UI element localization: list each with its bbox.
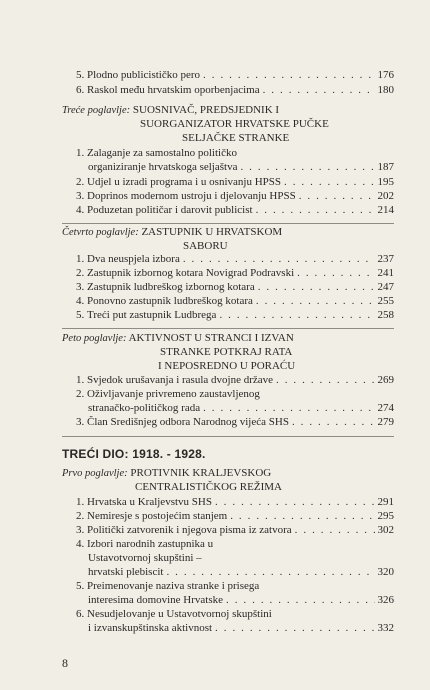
toc-entry: hrvatski plebiscit . . . 320 xyxy=(88,566,394,579)
toc-entry: 1. Svjedok urušavanja i rasula dvojne države . . . 269 xyxy=(76,374,394,387)
toc-entry: i izvanskupštinska aktivnost . . . 332 xyxy=(88,622,394,635)
chapter-title-line: SELJAČKE STRANKE xyxy=(182,132,290,144)
toc-entry: interesima domovine Hrvatske . . . 326 xyxy=(88,594,394,607)
section-divider xyxy=(62,436,394,437)
toc-entry-title: 1. Zalaganje za samostalno političko xyxy=(76,147,237,159)
chapter-title-line: STRANKE POTKRAJ RATA xyxy=(160,346,293,358)
toc-entry: 2. Udjel u izradi programa i u osnivanju HPSS . . . 195 xyxy=(76,176,394,189)
toc-entry: 5. Plodno publicističko pero . . . 176 xyxy=(76,69,394,82)
toc-entry: 3. Član Središnjeg odbora Narodnog vijeća SHS . . . 279 xyxy=(76,416,394,429)
toc-entry: stranačko-političkog rada . . . 274 xyxy=(88,402,394,415)
page-number: 8 xyxy=(62,656,68,670)
toc-entry: 4. Poduzetan političar i darovit publicist . . . 214 xyxy=(76,204,394,217)
chapter-heading: Peto poglavlje: AKTIVNOST U STRANCI I IZVAN xyxy=(62,332,294,344)
toc-entry: 2. Nemiresje s postojećim stanjem . . . 295 xyxy=(76,510,394,523)
toc-entry: 1. Hrvatska u Kraljevstvu SHS . . . 291 xyxy=(76,496,394,509)
toc-entry-title: 2. Oživljavanje privremeno zaustavljenog xyxy=(76,388,260,400)
chapter-title-line: CENTRALISTIČKOG REŽIMA xyxy=(135,481,282,493)
toc-entry: 1. Dva neuspjela izbora . . . 237 xyxy=(76,253,394,266)
chapter-heading: Četvrto poglavlje: ZASTUPNIK U HRVATSKOM xyxy=(62,226,283,238)
section-divider xyxy=(62,328,394,329)
chapter-title-line: SUORGANIZATOR HRVATSKE PUČKE xyxy=(140,118,329,130)
chapter-heading: Prvo poglavlje: PROTIVNIK KRALJEVSKOG xyxy=(62,467,272,479)
toc-entry: 3. Doprinos modernom ustroju i djelovanju HPSS . . . 202 xyxy=(76,190,394,203)
section-divider xyxy=(62,223,394,224)
chapter-heading: Treće poglavlje: SUOSNIVAČ, PREDSJEDNIK I xyxy=(62,104,280,116)
chapter-title-line: I NEPOSREDNO U PORAĆU xyxy=(158,360,296,372)
toc-entry: 2. Zastupnik izbornog kotara Novigrad Podravski . . . 241 xyxy=(76,267,394,280)
toc-entry: 3. Zastupnik ludbreškog izbornog kotara . . . 247 xyxy=(76,281,394,294)
toc-entry: organiziranje hrvatskoga seljaštva . . . 187 xyxy=(88,161,394,174)
toc-entry: 4. Ponovno zastupnik ludbreškog kotara . . . 255 xyxy=(76,295,394,308)
toc-entry: 6. Raskol među hrvatskim oporbenjacima . . . 180 xyxy=(76,84,394,97)
toc-entry-title: 6. Nesudjelovanje u Ustavotvornoj skupštini xyxy=(76,608,272,620)
toc-entry-title: 4. Izbori narodnih zastupnika u xyxy=(76,538,214,550)
chapter-title-line: SABORU xyxy=(183,240,228,252)
toc-entry-title: 5. Preimenovanje naziva stranke i prisega xyxy=(76,580,260,592)
toc-entry-title: Ustavotvornoj skupštini – xyxy=(88,552,202,564)
part-heading: TREĆI DIO: 1918. - 1928. xyxy=(62,447,206,461)
toc-entry: 5. Treći put zastupnik Ludbrega . . . 258 xyxy=(76,309,394,322)
toc-entry: 3. Politički zatvorenik i njegova pisma iz zatvora . . . 302 xyxy=(76,524,394,537)
